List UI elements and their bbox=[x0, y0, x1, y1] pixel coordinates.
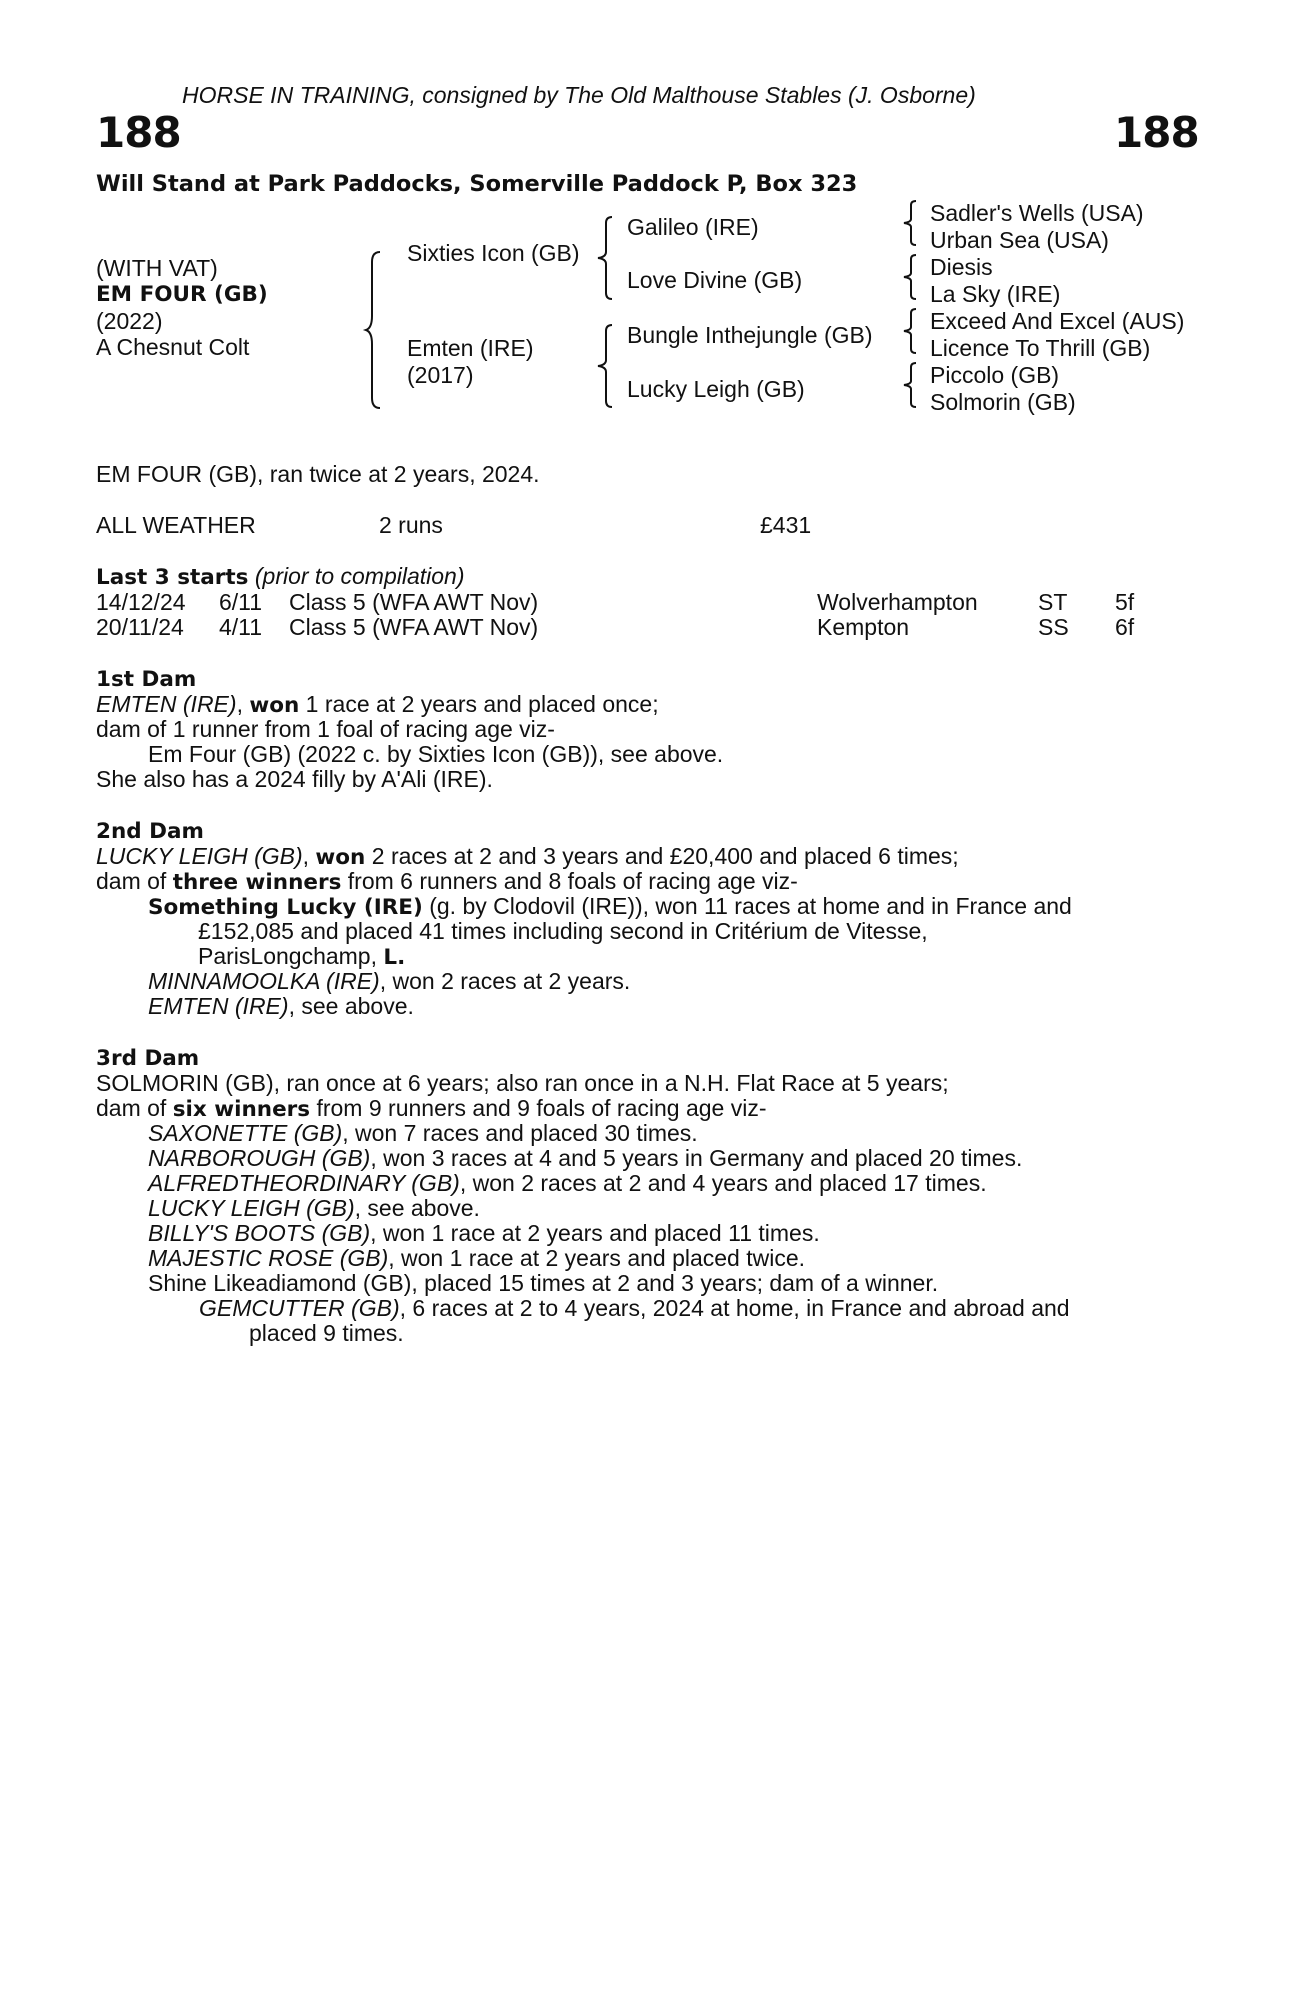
dam2-winners: three winners bbox=[172, 870, 342, 895]
last-starts-note: (prior to compilation) bbox=[254, 563, 465, 589]
pedigree-ggp: Diesis bbox=[930, 254, 993, 280]
dam2-progeny-1 bbox=[148, 894, 1072, 921]
pedigree-sire-sire: Galileo (IRE) bbox=[627, 214, 759, 240]
dam2-progeny-2 bbox=[148, 969, 630, 995]
dam1-record: 1 race at 2 years and placed once; bbox=[299, 691, 659, 717]
dam2-progeny-1-line-3 bbox=[198, 944, 405, 971]
dam3-l2-pre: dam of bbox=[96, 1095, 173, 1121]
dam2-progeny-3-rest: , see above. bbox=[288, 993, 414, 1019]
dam3-gemcutter bbox=[199, 1296, 1204, 1322]
dam3-progeny-rest: , won 2 races at 2 and 4 years and placed 17 times. bbox=[459, 1170, 987, 1196]
pedigree-ggp: Piccolo (GB) bbox=[930, 362, 1060, 388]
dam2-l2-post: from 6 runners and 8 foals of racing age viz- bbox=[341, 868, 798, 894]
dam1-line-1: EMTEN (IRE), won 1 race at 2 years and placed once; bbox=[96, 691, 659, 718]
dam2-name: LUCKY LEIGH (GB) bbox=[96, 843, 303, 869]
dam3-progeny-rest: , see above. bbox=[354, 1195, 480, 1221]
dam3-heading: 3rd Dam bbox=[96, 1046, 200, 1071]
dam3-progeny-rest: , won 3 races at 4 and 5 years in Germany and placed 20 times. bbox=[370, 1145, 1023, 1171]
last-starts-title: Last 3 starts bbox=[96, 565, 249, 590]
start-position: 4/11 bbox=[219, 614, 263, 640]
dam3-progeny bbox=[148, 1146, 1022, 1172]
dam3-progeny-name: LUCKY LEIGH (GB) bbox=[148, 1195, 355, 1221]
dam2-progeny-1-l3: ParisLongchamp, bbox=[198, 943, 384, 969]
dam1-progeny: Em Four (GB) (2022 c. by Sixties Icon (GB)), see above. bbox=[148, 741, 724, 767]
race-summary: EM FOUR (GB), ran twice at 2 years, 2024. bbox=[96, 461, 540, 487]
pedigree-ggp: Solmorin (GB) bbox=[930, 389, 1076, 415]
pedigree-bracket-dam bbox=[598, 324, 618, 408]
horse-description: A Chesnut Colt bbox=[96, 334, 250, 360]
dam2-progeny-2-rest: , won 2 races at 2 years. bbox=[379, 968, 631, 994]
dam2-line-1: LUCKY LEIGH (GB), won 2 races at 2 and 3 years and £20,400 and placed 6 times; bbox=[96, 843, 959, 870]
pedigree-bracket-sire bbox=[598, 216, 618, 300]
dam2-progeny-2-name: MINNAMOOLKA (IRE) bbox=[148, 968, 380, 994]
dam2-progeny-1-rest: (g. by Clodovil (IRE)), won 11 races at home and in France and bbox=[422, 893, 1072, 919]
dam2-line-2 bbox=[96, 869, 798, 896]
dam3-shine: Shine Likeadiamond (GB), placed 15 times at 2 and 3 years; dam of a winner. bbox=[148, 1270, 939, 1296]
horse-name: EM FOUR (GB) bbox=[96, 282, 268, 307]
dam2-won: won bbox=[315, 845, 366, 870]
pedigree-ggp: Licence To Thrill (GB) bbox=[930, 335, 1151, 361]
dam2-progeny-3-name: EMTEN (IRE) bbox=[148, 993, 289, 1019]
dam3-gemcutter-line-2: placed 9 times. bbox=[249, 1320, 404, 1346]
dam3-progeny-rest: , won 1 race at 2 years and placed 11 times. bbox=[370, 1220, 820, 1246]
dam1-heading: 1st Dam bbox=[96, 667, 197, 692]
all-weather-earnings: £431 bbox=[760, 512, 812, 538]
pedigree-sire-dam: Love Divine (GB) bbox=[627, 267, 803, 293]
dam3-progeny bbox=[148, 1171, 987, 1197]
lot-number-right: 188 bbox=[1114, 108, 1199, 157]
dam1-line-4: She also has a 2024 filly by A'Ali (IRE). bbox=[96, 766, 493, 792]
dam3-line-1: SOLMORIN (GB), ran once at 6 years; also ran once in a N.H. Flat Race at 5 years; bbox=[96, 1070, 949, 1096]
start-date: 20/11/24 bbox=[96, 614, 184, 640]
lot-number-left: 188 bbox=[96, 108, 181, 157]
consignment-header: HORSE IN TRAINING, consigned by The Old Malthouse Stables (J. Osborne) bbox=[182, 82, 976, 108]
dam3-gemcutter-name: GEMCUTTER (GB) bbox=[199, 1295, 400, 1321]
dam2-progeny-3 bbox=[148, 994, 414, 1020]
dam1-won: won bbox=[249, 693, 300, 718]
all-weather-label: ALL WEATHER bbox=[96, 512, 256, 538]
pedigree-ggp: Sadler's Wells (USA) bbox=[930, 200, 1144, 226]
pedigree-bracket-main bbox=[366, 250, 386, 410]
start-class: Class 5 (WFA AWT Nov) bbox=[289, 589, 539, 615]
dam2-progeny-1-line-2: £152,085 and placed 41 times including second in Critérium de Vitesse, bbox=[198, 918, 928, 944]
pedigree-bracket-ggp-2 bbox=[904, 254, 918, 300]
pedigree-bracket-ggp-3 bbox=[904, 308, 918, 354]
dam1-line-2: dam of 1 runner from 1 foal of racing age viz- bbox=[96, 716, 555, 742]
pedigree-bracket-ggp-4 bbox=[904, 362, 918, 408]
start-surface: ST bbox=[1038, 589, 1068, 615]
dam3-progeny bbox=[148, 1246, 805, 1272]
dam3-progeny bbox=[148, 1121, 698, 1147]
start-distance: 5f bbox=[1115, 589, 1135, 615]
pedigree-ggp: La Sky (IRE) bbox=[930, 281, 1061, 307]
dam3-progeny-rest: , won 7 races and placed 30 times. bbox=[342, 1120, 698, 1146]
dam3-l2-post: from 9 runners and 9 foals of racing age viz- bbox=[310, 1095, 767, 1121]
dam3-progeny-rest: , won 1 race at 2 years and placed twice. bbox=[388, 1245, 806, 1271]
dam2-l2-pre: dam of bbox=[96, 868, 173, 894]
start-position: 6/11 bbox=[219, 589, 263, 615]
pedigree-ggp: Exceed And Excel (AUS) bbox=[930, 308, 1185, 334]
stand-location: Will Stand at Park Paddocks, Somerville Paddock P, Box 323 bbox=[96, 171, 858, 197]
dam2-progeny-1-listed: L. bbox=[383, 945, 406, 970]
start-date: 14/12/24 bbox=[96, 589, 186, 615]
start-course: Wolverhampton bbox=[817, 589, 978, 615]
pedigree-bracket-ggp-1 bbox=[904, 200, 918, 246]
pedigree-dam-year: (2017) bbox=[407, 362, 474, 388]
horse-year: (2022) bbox=[96, 308, 163, 334]
dam3-progeny-name: MAJESTIC ROSE (GB) bbox=[148, 1245, 389, 1271]
dam3-gemcutter-rest: , 6 races at 2 to 4 years, 2024 at home, in France and abroad and bbox=[399, 1295, 1070, 1321]
pedigree-dam: Emten (IRE) bbox=[407, 335, 534, 361]
all-weather-runs: 2 runs bbox=[379, 512, 443, 538]
start-course: Kempton bbox=[817, 614, 910, 640]
start-class: Class 5 (WFA AWT Nov) bbox=[289, 614, 539, 640]
dam3-progeny-name: BILLY'S BOOTS (GB) bbox=[148, 1220, 371, 1246]
pedigree-dam-sire: Bungle Inthejungle (GB) bbox=[627, 322, 873, 348]
pedigree-sire: Sixties Icon (GB) bbox=[407, 240, 580, 266]
start-surface: SS bbox=[1038, 614, 1069, 640]
dam3-progeny-name: ALFREDTHEORDINARY (GB) bbox=[148, 1170, 460, 1196]
pedigree-ggp: Urban Sea (USA) bbox=[930, 227, 1109, 253]
start-distance: 6f bbox=[1115, 614, 1135, 640]
dam2-progeny-1-name: Something Lucky (IRE) bbox=[148, 895, 423, 920]
dam3-winners: six winners bbox=[172, 1097, 311, 1122]
dam3-progeny bbox=[148, 1196, 480, 1222]
pedigree-dam-dam: Lucky Leigh (GB) bbox=[627, 376, 805, 402]
dam3-progeny-name: SAXONETTE (GB) bbox=[148, 1120, 343, 1146]
dam2-record: 2 races at 2 and 3 years and £20,400 and placed 6 times; bbox=[365, 843, 959, 869]
vat-note: (WITH VAT) bbox=[96, 255, 218, 281]
dam3-progeny-name: NARBOROUGH (GB) bbox=[148, 1145, 371, 1171]
dam1-name: EMTEN (IRE) bbox=[96, 691, 237, 717]
last-starts-heading bbox=[96, 564, 465, 591]
dam2-heading: 2nd Dam bbox=[96, 819, 204, 844]
dam3-line-2 bbox=[96, 1096, 766, 1123]
dam3-progeny bbox=[148, 1221, 820, 1247]
